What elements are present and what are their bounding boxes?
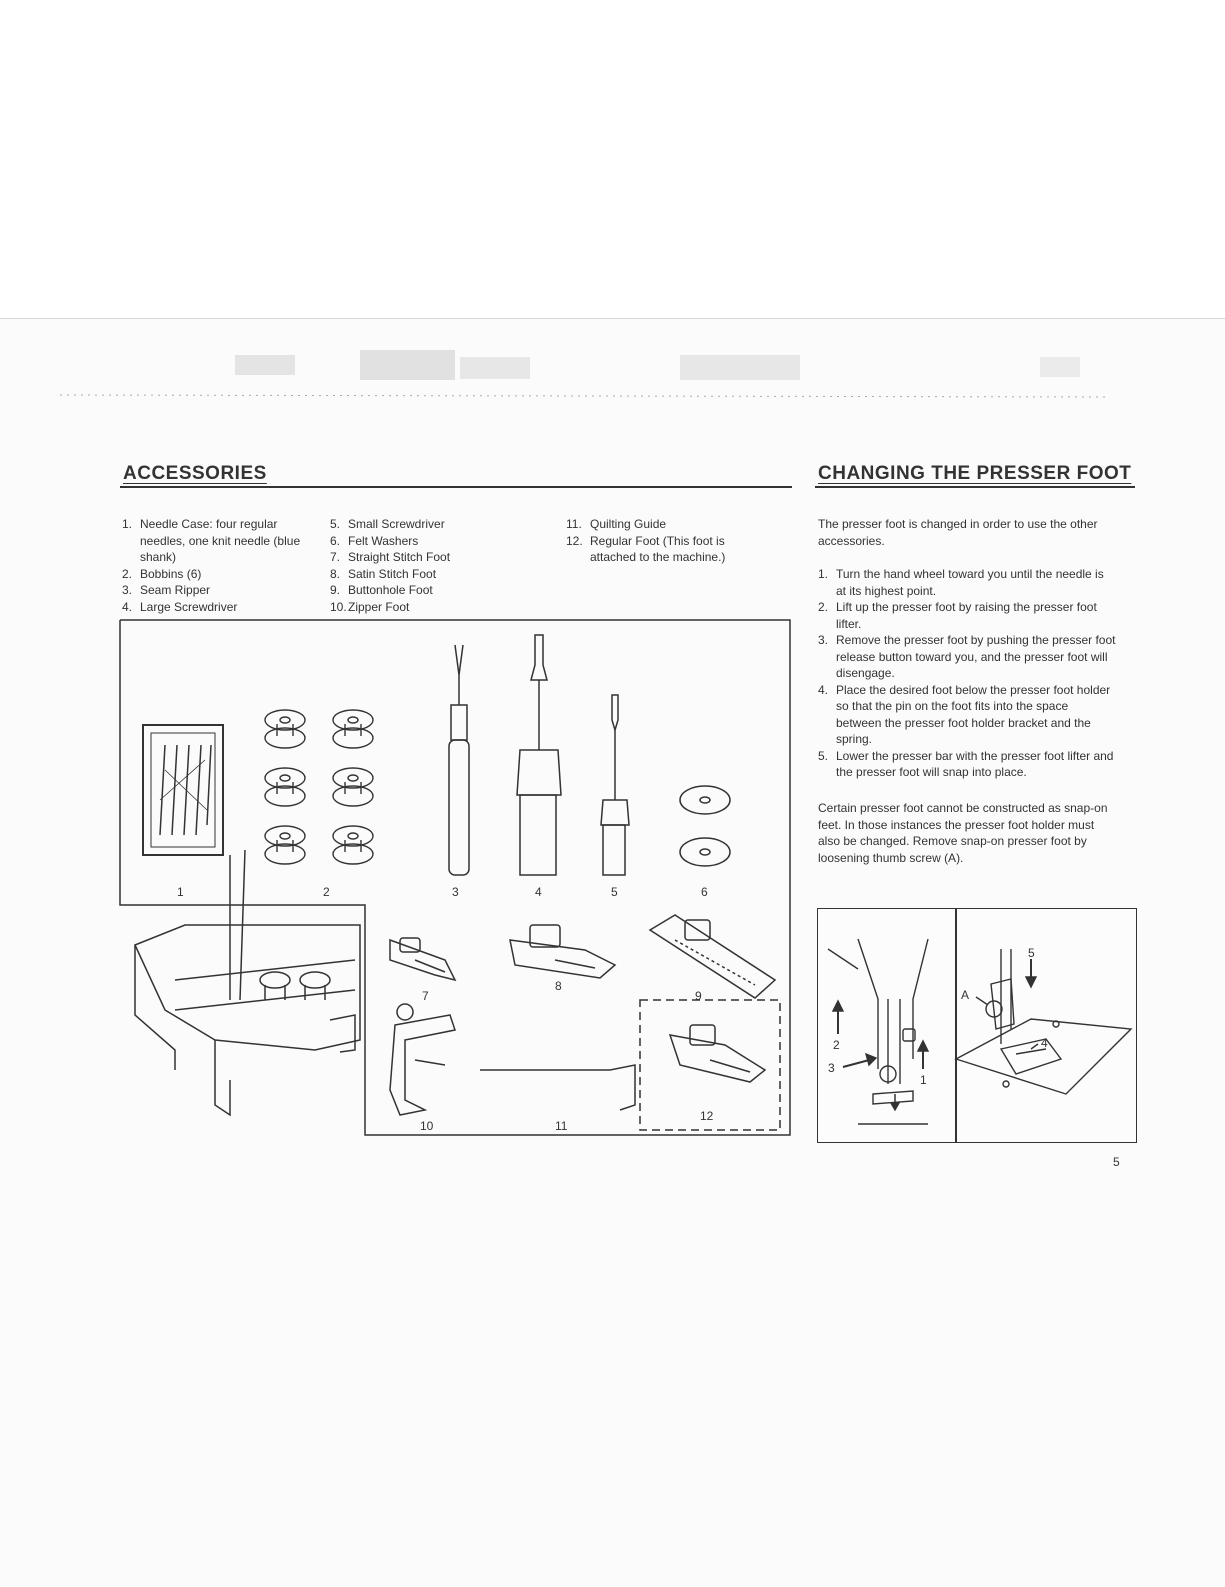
diagram-label-a: A <box>961 988 970 1002</box>
seam-ripper-drawing <box>449 645 469 875</box>
figure-label-4: 4 <box>535 885 542 899</box>
list-item: 2. Bobbins (6) <box>122 566 202 581</box>
accessories-list-col1 <box>122 516 322 615</box>
list-item: 8. Satin Stitch Foot <box>330 566 437 581</box>
presser-foot-steps <box>818 566 1116 781</box>
list-item: 5. Small Screwdriver <box>330 517 445 531</box>
satin-stitch-foot-drawing <box>510 925 615 978</box>
diagram-label-2: 2 <box>833 1038 840 1052</box>
straight-stitch-foot-drawing <box>390 938 455 980</box>
needle-case-drawing <box>143 725 223 855</box>
diagram-label-3: 3 <box>828 1061 835 1075</box>
small-screwdriver-drawing <box>601 695 629 875</box>
figure-label-10: 10 <box>420 1119 434 1133</box>
list-item: 6. Felt Washers <box>330 533 419 548</box>
list-item: 11. Quilting Guide <box>566 517 667 531</box>
list-item: 7. Straight Stitch Foot <box>330 550 451 564</box>
diagram-label-1: 1 <box>920 1073 927 1087</box>
figure-label-3: 3 <box>452 885 459 899</box>
list-item: 4. Place the desired foot below the presser foot holder so that the pin on the foot fits into the space between the presser foot holder bracket and the spring. <box>818 682 1111 746</box>
accessories-rule <box>120 486 792 488</box>
presser-foot-note: Certain presser foot cannot be constructed as snap-on feet. In those instances the presser foot holder must also be changed. Remove snap-on presser foot by loosening thumb screw (A). <box>818 801 1108 865</box>
figure-label-6: 6 <box>701 885 708 899</box>
scan-noise <box>60 345 1110 405</box>
felt-washers-drawing <box>680 786 730 866</box>
presser-foot-rule <box>815 486 1135 488</box>
diagram-label-5: 5 <box>1028 946 1035 960</box>
list-item: 1. Turn the hand wheel toward you until the needle is at its highest point. <box>818 567 1104 598</box>
large-screwdriver-drawing <box>517 635 561 875</box>
figure-label-5: 5 <box>611 885 618 899</box>
accessories-illustration <box>115 620 795 1140</box>
accessories-list-col2 <box>330 516 520 615</box>
diagram-label-4: 4 <box>1041 1036 1048 1050</box>
figure-label-8: 8 <box>555 979 562 993</box>
figure-label-9: 9 <box>695 989 702 1003</box>
presser-foot-diagram-right <box>956 909 1136 1139</box>
bobbins-drawing <box>265 710 373 864</box>
list-item: 5. Lower the presser bar with the presser foot lifter and the presser foot will snap into place. <box>818 748 1114 779</box>
figure-label-11: 11 <box>555 1119 568 1133</box>
accessories-list-col3 <box>566 516 771 566</box>
list-item: 10. Zipper Foot <box>330 599 410 614</box>
list-item: 9. Buttonhole Foot <box>330 583 433 597</box>
buttonhole-foot-drawing <box>650 915 775 998</box>
list-item: 4. Large Screwdriver <box>122 599 238 614</box>
figure-label-1: 1 <box>177 885 184 899</box>
accessories-heading: ACCESSORIES <box>123 463 267 484</box>
page-number: 5 <box>1113 1155 1120 1169</box>
figure-label-2: 2 <box>323 885 330 899</box>
figure-label-12: 12 <box>700 1109 714 1123</box>
presser-foot-diagram-left <box>818 909 953 1139</box>
list-item: 1. Needle Case: four regular needles, one knit needle (blue shank) <box>122 517 301 564</box>
list-item: 3. Remove the presser foot by pushing the presser foot release button toward you, and the presser foot will disengage. <box>818 633 1116 680</box>
presser-foot-intro: The presser foot is changed in order to use the other accessories. <box>818 517 1098 548</box>
list-item: 2. Lift up the presser foot by raising the presser foot lifter. <box>818 600 1097 631</box>
list-item: 3. Seam Ripper <box>122 583 211 597</box>
quilting-guide-drawing <box>480 1065 635 1110</box>
figure-label-7: 7 <box>422 989 429 1003</box>
zipper-foot-drawing <box>390 1004 455 1115</box>
presser-foot-heading: CHANGING THE PRESSER FOOT <box>818 463 1132 484</box>
list-item: 12. Regular Foot (This foot is attached to the machine.) <box>566 533 726 564</box>
